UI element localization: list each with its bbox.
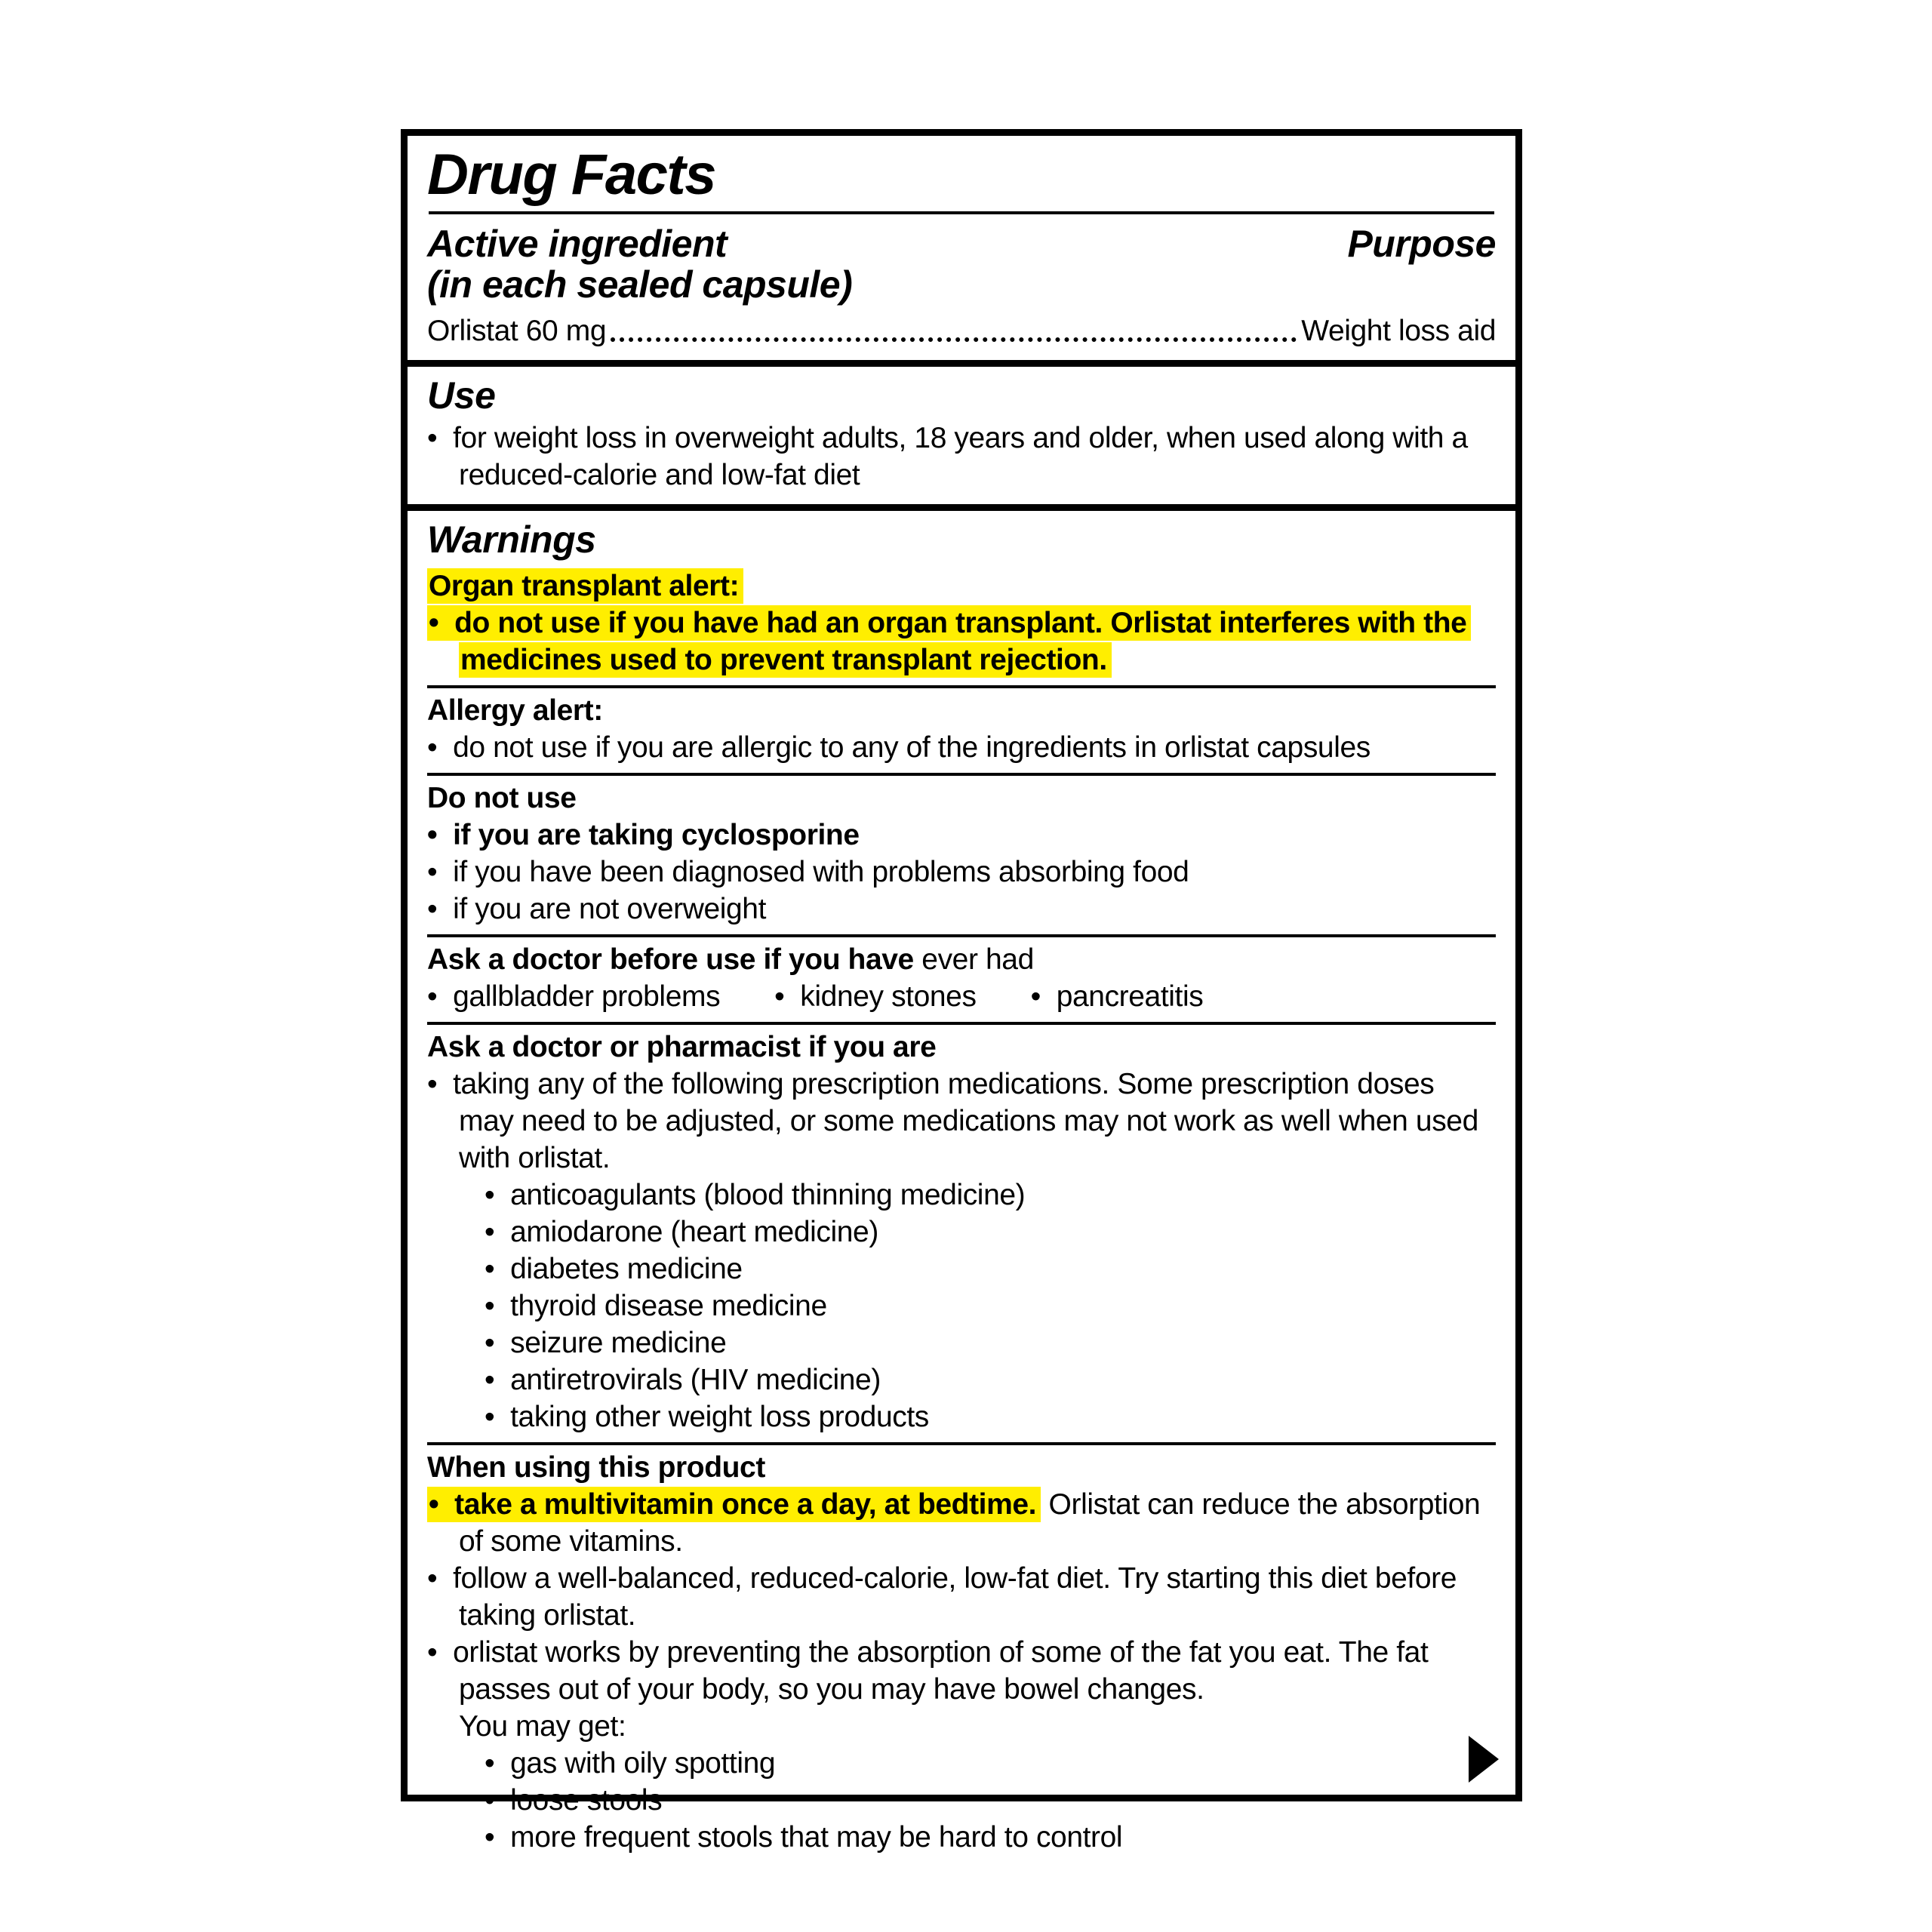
medication-bullet: • seizure medicine <box>485 1324 1496 1361</box>
dotted-leader <box>611 337 1297 342</box>
purpose-heading: Purpose <box>1347 223 1496 265</box>
section-warnings <box>408 504 1515 1873</box>
subsection-do-not-use <box>427 773 1496 934</box>
ingredient-purpose-row <box>427 312 1496 349</box>
subsection-allergy-alert <box>427 685 1496 773</box>
do-not-use-bullet: • if you are not overweight <box>427 891 1496 928</box>
ask-doctor-label-bold: Ask a doctor before use if you have <box>427 943 914 976</box>
medication-bullet: • thyroid disease medicine <box>485 1287 1496 1324</box>
medication-bullet: • antiretrovirals (HIV medicine) <box>485 1361 1496 1398</box>
ask-doctor-item: • pancreatitis <box>1031 978 1204 1015</box>
subsection-ask-doctor <box>427 934 1496 1022</box>
when-using-bullet-multivitamin <box>427 1486 1496 1560</box>
ask-doctor-label <box>427 941 1496 978</box>
ask-doctor-pharmacist-intro-bullet: • taking any of the following prescription medications. Some prescription doses may need to be adjusted, or some medications may not work as well when used with orlistat. <box>427 1066 1496 1177</box>
medication-bullet: • amiodarone (heart medicine) <box>485 1214 1496 1251</box>
ingredient-name: Orlistat 60 mg <box>427 315 607 347</box>
ask-doctor-pharmacist-label: Ask a doctor or pharmacist if you are <box>427 1031 937 1063</box>
multivitamin-rest: Orlistat can reduce the absorption of some vitamins. <box>459 1488 1481 1558</box>
allergy-alert-label: Allergy alert: <box>427 694 603 727</box>
do-not-use-label: Do not use <box>427 782 577 814</box>
continuation-arrow-icon <box>1469 1736 1499 1783</box>
ask-doctor-label-regular: ever had <box>913 943 1034 976</box>
drug-facts-title: Drug Facts <box>427 143 715 207</box>
organ-alert-bullet-highlight: • do not use if you have had an organ transplant. Orlistat interferes with the medicines used to prevent transplant rejection. <box>427 605 1471 678</box>
allergy-alert-bullet: • do not use if you are allergic to any of the ingredients in orlistat capsules <box>427 729 1496 766</box>
purpose-value: Weight loss aid <box>1301 315 1496 347</box>
active-ingredient-subheading: (in each sealed capsule) <box>427 263 853 306</box>
subsection-when-using <box>427 1442 1496 1863</box>
do-not-use-bullet: • if you are taking cyclosporine <box>427 817 1496 854</box>
section-title-active-ingredient <box>408 136 1515 360</box>
section-use <box>408 360 1515 504</box>
active-ingredient-heading: Active ingredient <box>427 223 728 265</box>
medication-bullet: • anticoagulants (blood thinning medicine) <box>485 1177 1496 1214</box>
ask-doctor-item: • gallbladder problems <box>427 978 720 1015</box>
you-may-get-label: You may get: <box>459 1710 626 1743</box>
when-using-label: When using this product <box>427 1451 765 1484</box>
title-divider <box>429 211 1494 214</box>
do-not-use-bullet: • if you have been diagnosed with problems absorbing food <box>427 854 1496 891</box>
when-using-bullet-how-it-works: • orlistat works by preventing the absorption of some of the fat you eat. The fat passes out of your body, so you may have bowel changes. <box>427 1634 1496 1708</box>
side-effect-bullet: • loose stools <box>485 1782 1496 1819</box>
multivitamin-highlight: • take a multivitamin once a day, at bedtime. <box>427 1487 1041 1522</box>
ask-doctor-item: • kidney stones <box>774 978 976 1015</box>
subsection-ask-doctor-pharmacist <box>427 1022 1496 1442</box>
warnings-heading: Warnings <box>427 518 596 561</box>
organ-transplant-alert-bullet <box>427 605 1496 678</box>
use-bullet: • for weight loss in overweight adults, 18 years and older, when used along with a reduced-calorie and low-fat diet <box>427 420 1496 494</box>
medication-bullet: • taking other weight loss products <box>485 1398 1496 1435</box>
ask-doctor-items-row <box>427 978 1496 1015</box>
subsection-organ-transplant-alert <box>427 564 1496 685</box>
use-heading: Use <box>427 374 496 417</box>
side-effect-bullet: • gas with oily spotting <box>485 1745 1496 1782</box>
organ-alert-highlight: Organ transplant alert: <box>427 568 743 604</box>
drug-facts-panel <box>401 129 1522 1854</box>
medication-bullet: • diabetes medicine <box>485 1251 1496 1287</box>
side-effect-bullet: • more frequent stools that may be hard to control <box>485 1819 1496 1856</box>
organ-transplant-alert-label <box>427 568 1496 605</box>
when-using-bullet-diet: • follow a well-balanced, reduced-calorie, low-fat diet. Try starting this diet before taking orlistat. <box>427 1560 1496 1634</box>
active-ingredient-header-row <box>427 223 1496 264</box>
